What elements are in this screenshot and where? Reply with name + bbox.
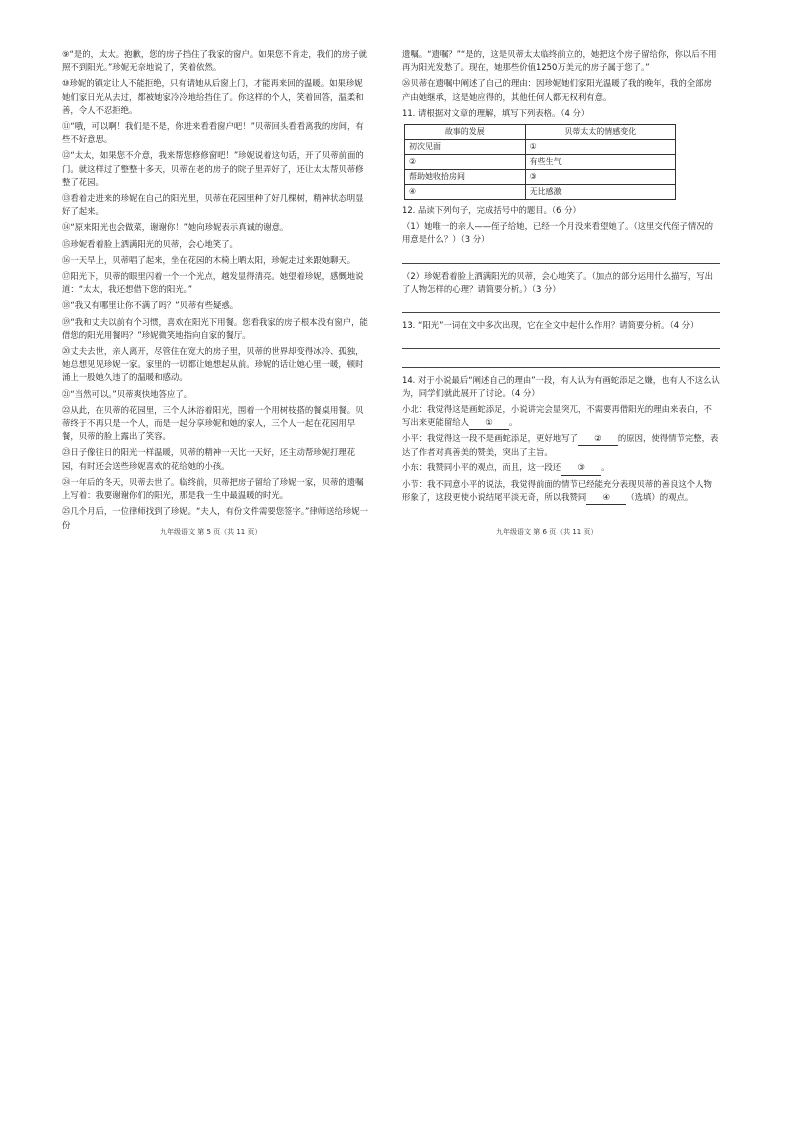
table-cell-plot[interactable]: ④ [405, 185, 526, 200]
story-paragraph: ⑩珍妮的镇定让人不能拒绝，只有请她从后窗上门，才能再来回的温暖。如果珍妮她们家日光从去过，都被她家冷冷地给挡住了。你这样的个人，笑着回答，温柔和善，令人不忍拒绝。 [62, 78, 364, 115]
plot-emotion-table [404, 124, 676, 200]
table-header-plot: 故事的发展 [405, 125, 526, 140]
answer-line-12-1[interactable] [402, 251, 720, 264]
table-row [405, 140, 676, 155]
question-12: 12. 品读下列句子，完成括号中的题目。（6 分） [402, 205, 581, 216]
fill-blank[interactable]: ① [469, 416, 509, 430]
story-paragraph: ㉒从此，在贝蒂的花园里，三个人沐浴着阳光，围着一个用树枝搭的餐桌用餐。贝蒂终于不再只是一个人，而是一起分享珍妮和她的家人，三个人一起在花园用早餐，贝蒂的脸上露出了笑容。 [62, 404, 364, 442]
story-paragraph: ⑱“我又有哪里让你不满了吗？”贝蒂有些疑惑。 [62, 300, 239, 311]
discussion-line [402, 461, 720, 475]
story-paragraph: ㉔一年后的冬天，贝蒂去世了。临终前，贝蒂把房子留给了珍妮一家，贝蒂的遗嘱上写着：我要谢谢你们的阳光，那是我一生中最温暖的时光。 [62, 476, 364, 501]
story-paragraph: ⑭“原来阳光也会做菜，谢谢你！”她向珍妮表示真诚的谢意。 [62, 222, 289, 233]
question-11: 11. 请根据对文章的理解，填写下列表格。（4 分） [402, 107, 590, 118]
question-12-2: （2）珍妮看着脸上洒满阳光的贝蒂，会心地笑了。（加点的部分运用什么描写，写出了人物怎样的心理？请简要分析。）（3 分） [402, 270, 714, 294]
story-paragraph: ⑰阳光下，贝蒂的眼里闪着一个一个光点，越发显得清亮。她望着珍妮，感慨地说道：“太太，我还想借下您的阳光。” [62, 271, 364, 295]
story-paragraph: ⑨“是的，太太。抱歉，您的房子挡住了我家的窗户。如果您不肯走，我们的房子就照不到阳光。”珍妮无奈地说了，笑着依然。 [62, 49, 367, 73]
discussion-line [402, 403, 720, 430]
answer-line-13b[interactable] [402, 355, 720, 368]
fill-blank[interactable]: ② [578, 432, 618, 446]
discussion-text: 我觉得这一段不是画蛇添足，更好地写了 [427, 433, 578, 444]
question-13: 13. “阳光”一词在文中多次出现，它在全文中起什么作用？请简要分析。（4 分） [402, 320, 699, 331]
question-12-1: （1）她唯一的亲人——侄子给她，已经一个月没来看望她了。（这里交代侄子情况的用意是什么？）（3 分） [402, 221, 714, 245]
table-cell-emotion: 有些生气 [525, 155, 675, 170]
story-paragraph: ⑪“哦，可以啊！我们是不是，你进来看看窗户吧！”贝蒂回头看看离我的房间，有些不好意思。 [62, 121, 364, 145]
table-cell-emotion[interactable]: ③ [525, 170, 675, 185]
discussion-tail: 的原因，使得情节完整，表达了作者对真善美的赞美，突出了主旨。 [402, 433, 719, 458]
discussion-tail: 。 [601, 462, 610, 473]
table-cell-plot: 初次见面 [405, 140, 526, 155]
story-paragraph: ⑯一天早上，贝蒂唱了起来，坐在花园的木椅上晒太阳，珍妮走过来跟她聊天。 [62, 254, 356, 265]
story-paragraph: ㉕几个月后，一位律师找到了珍妮。“夫人，有份文件需要您签字。”律师送给珍妮一份 [62, 506, 368, 530]
left-column [62, 48, 368, 535]
speaker-name: 小北 [402, 403, 419, 414]
fill-blank[interactable]: ③ [561, 461, 601, 475]
speaker-name: 小东 [402, 462, 419, 473]
table-row [405, 170, 676, 185]
story-paragraph: ㉖贝蒂在遗嘱中阐述了自己的理由：因珍妮她们家阳光温暖了我的晚年，我的全部房产由她继承，这是她应得的，其他任何人都无权利有意。 [402, 78, 712, 102]
speaker-name: 小节 [402, 478, 419, 489]
story-paragraph: ㉑“当然可以。”贝蒂爽快地答应了。 [62, 388, 193, 399]
table-cell-emotion[interactable]: ① [525, 140, 675, 155]
discussion-text: 我赞同小平的观点，而且，这一段还 [427, 462, 562, 473]
table-cell-emotion: 无比感激 [525, 185, 675, 200]
story-paragraph: ⑫“太太，如果您不介意，我来帮您修修窗吧！”珍妮说着这句话，开了贝蒂前面的门。就这样过了整整十多天，贝蒂在老的房子的院子里弄好了，还让太太帮贝蒂修整了花园。 [62, 150, 364, 187]
speaker-colon: ： [418, 478, 428, 489]
right-column [402, 48, 720, 507]
table-cell-plot[interactable]: ② [405, 155, 526, 170]
discussion-line [402, 432, 720, 459]
table-row [405, 155, 676, 170]
page-footer-right: 九年级语文 第 6 页（共 11 页） [496, 528, 598, 536]
answer-line-13a[interactable] [402, 336, 720, 349]
story-paragraph: ⑳丈夫去世，亲人离开，尽管住在宽大的房子里，贝蒂的世界却变得冰冷、孤独，她总想见见珍妮一家。家里的一切都让她想起从前。珍妮的话让她心里一暖，顿时涌上一股她久违了的温暖和感动。 [62, 346, 364, 383]
fill-blank[interactable]: ④ [586, 491, 626, 505]
table-header-row [405, 125, 676, 140]
speaker-colon: ： [418, 403, 428, 414]
story-paragraph: 遗嘱。“遗嘱？”“是的，这是贝蒂太太临终前立的，她把这个房子留给你，你以后不用再为阳光发愁了。现在，她那些价值1250万美元的房子属于您了。” [402, 49, 717, 73]
table-cell-plot: 帮助她收拾房间 [405, 170, 526, 185]
question-14: 14. 对于小说最后“阐述自己的理由”一段，有人认为有画蛇添足之嫌，也有人不这么认为，同学们就此展开了讨论。（4 分） [402, 375, 720, 399]
discussion-text: 我不同意小平的说法，我觉得前面的情节已经能充分表现贝蒂的善良这个人物形象了，这段更使小说结尾平淡无奇，所以我赞同 [402, 478, 712, 502]
answer-line-12-2[interactable] [402, 300, 720, 313]
discussion-line [402, 478, 720, 505]
story-paragraph: ⑬看着走进来的珍妮在自己的阳光里，贝蒂在花园里种了好几棵树，精神状态明显好了起来。 [62, 193, 364, 217]
page-footer-left: 九年级语文 第 5 页（共 11 页） [160, 528, 262, 536]
speaker-colon: ： [418, 462, 428, 473]
discussion-text: 我觉得这是画蛇添足，小说讲完会显突兀，不需要再借阳光的理由来表白，不写出来更能留给人 [402, 403, 712, 427]
table-header-emotion: 贝蒂太太的情感变化 [525, 125, 675, 140]
speaker-name: 小平 [402, 433, 419, 444]
speaker-colon: ： [418, 433, 428, 444]
story-paragraph: ⑮珍妮看着脸上洒满阳光的贝蒂，会心地笑了。 [62, 238, 238, 249]
discussion-tail: （选填）的观点。 [626, 491, 694, 502]
story-paragraph: ㉓日子像往日的阳光一样温暖，贝蒂的精神一天比一天好，还主动帮珍妮打理花园，有时还会送些珍妮喜欢的花给她的小孩。 [62, 447, 356, 471]
table-row [405, 185, 676, 200]
story-paragraph: ⑲“我和丈夫以前有个习惯，喜欢在阳光下用餐。您看我家的房子根本没有窗户，能借您的阳光用餐吗？”珍妮微笑地指向自家的餐厅。 [62, 316, 368, 340]
discussion-tail: 。 [509, 416, 518, 427]
